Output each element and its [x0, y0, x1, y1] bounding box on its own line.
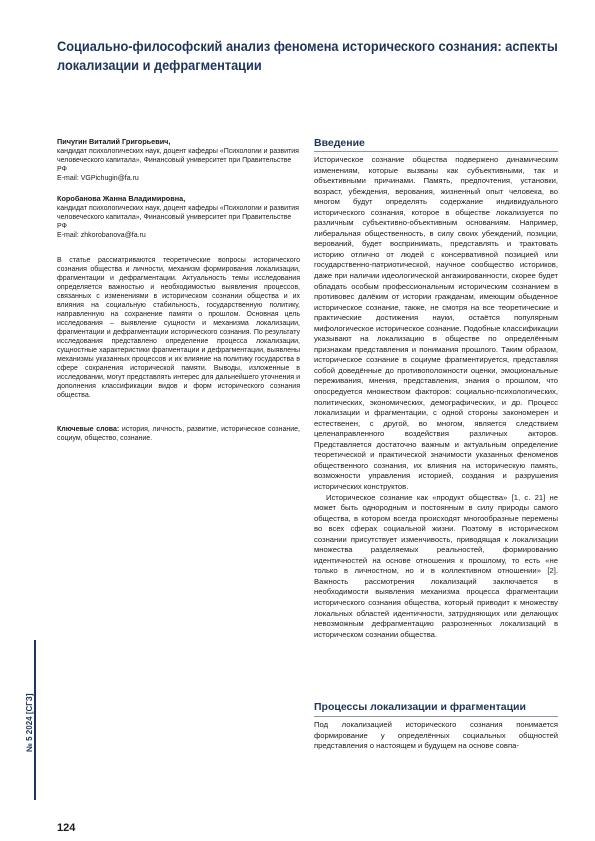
author-block-1	[57, 137, 302, 183]
paragraph: Историческое сознание как «продукт общества» [1, с. 21] не может быть однородным и постоянным в силу природы самого общества, в котором всегда происходят многообразные перемены во всех сферах социальной жизни. Поэтому в историческом сознании присутствует изменчивость, приводящая к локализации множества разделяемых реальностей, формированию идентичностей на основе отношения к прошлому, то есть «не только в личностном, но и в коллективном отношении» [2]. Важность рассмотрения локализаций заключается в необходимости выявления механизма процесса фрагментации исторического сознания общества, который приводит к множеству локальных областей идентичности, затрудняющих или делающих невозможным дефрагментацию разрозненных локализаций в историческом сознании общества.	[314, 492, 558, 639]
keywords	[57, 425, 300, 443]
page-number: 124	[57, 822, 76, 834]
issue-label: № 5 2024 [СГЗ]	[25, 693, 34, 752]
keywords-text: история, личность, развитие, историческое сознание, социум, общество, сознание.	[57, 426, 300, 442]
article-title: Социально-философский анализ феномена исторического сознания: аспекты локализации и дефрагментации	[57, 39, 558, 74]
author-affiliation: кандидат психологических наук, доцент кафедры «Психологии и развития человеческого капитала», Финансовый университет при Правительстве РФ	[57, 148, 299, 173]
section-rule	[314, 151, 558, 152]
author-email[interactable]: E-mail: VGPichugin@fa.ru	[57, 175, 139, 182]
author-affiliation: кандидат психологических наук, доцент кафедры «Психологии и развития человеческого капитала», Финансовый университет при Правительстве РФ	[57, 205, 299, 230]
section-heading-introduction: Введение	[314, 137, 365, 149]
keywords-label: Ключевые слова:	[57, 426, 120, 433]
author-email[interactable]: E-mail: zhkorobanova@fa.ru	[57, 232, 146, 239]
author-block-2	[57, 194, 302, 240]
abstract: В статье рассматриваются теоретические вопросы исторического сознания общества и личности, механизм формирования локализации, фрагментации и дефрагментации. Актуальность темы исследования определяется важностью и необходимостью выявления процессов, связанных с изменениями в историческом сознании общества и их влияния на социальную стабильность, государственную политику, направленную на сохранение памяти о прошлом. Основная цель исследования – выявление сущности и механизма локализации, фрагментации и дефрагментации исторического сознания. По результату исследования представлено определение процесса локализации, сущностные характеристики фрагментации и дефрагментации, выявлены механизмы указанных процессов и их влияние на политику государства в сфере сохранения исторической памяти. Выводы, изложенные в исследовании, могут представлять интерес для дальнейшего уточнения и дополнения классификации видов и форм исторического сознания общества.	[57, 257, 300, 399]
paragraph: Историческое сознание общества подвержено динамическим изменениям, которые вызваны как субъективными, так и объективными причинами. Память, предпочтения, установки, возраст, убеждения, верования, жизненный опыт человека, во многом будут определять содержание индивидуального исторического сознания, которое в обществе локализуется по различным субъективно-объективным основаниям. Например, либеральная общественность, в силу своих убеждений, позиции, верований, будет воспринимать, представлять и трактовать историю отлично от людей с консервативной позицией или государственно-патриотической, научное сообщество историков, даже при наличии идеологической ангажированности, скорее будет обладать особым профессиональным историческим сознанием в противовес далёким от истории гражданам, имеющим обыденное историческое сознание, также, не смотря на все теоретические и практические достижения науки, остаётся популярным мифологическое историческое сознание. Подобные классификации указывают на локализацию в обществе по определённым признакам представления и понимания прошлого. Таким образом, историческое сознание в социуме фрагментируется, представляя собой доведённые до противоположности оценки, эмоциональные переживания, мнения, представления, знания о прошлом, что опосредуется множеством факторов: социально-психологических, политических, экономических, демографических, и др. Процесс локализации и фрагментации, с одной стороны закономерен и естественен, с другой, во многом, является следствием целенаправленного воздействия различных акторов. Представляется достаточно важным и актуальным определение теоретической и практической значимости указанных феноменов общественного сознания, их влияния на историческую память, возможности управления историей, создания и разрушения исторических конструктов.	[314, 155, 558, 491]
section-body-introduction	[314, 155, 558, 640]
section-heading-processes: Процессы локализации и фрагментации	[314, 701, 526, 713]
author-name: Пичугин Виталий Григорьевич,	[57, 137, 171, 146]
sidebar-rule	[34, 640, 36, 800]
section-body-processes	[314, 720, 558, 752]
author-name: Коробанова Жанна Владимировна,	[57, 194, 186, 203]
paragraph: Под локализацией исторического сознания понимается формирование у определённых социальных общностей представления о настоящем и будущем на основе совпа-	[314, 720, 558, 751]
section-rule	[314, 716, 558, 717]
